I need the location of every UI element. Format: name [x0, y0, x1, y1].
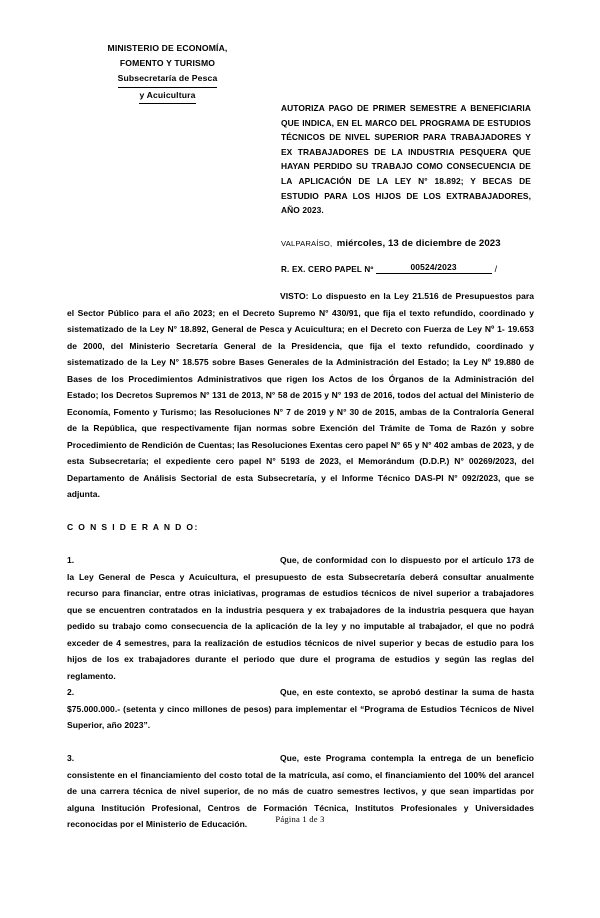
- letterhead-subsecretary-line2: y Acuicultura: [60, 88, 275, 104]
- place-date-line: [281, 233, 541, 251]
- letterhead-ministry-line2: FOMENTO Y TURISMO: [119, 58, 216, 69]
- considerando-item-text: Que, este Programa contempla la entrega de un beneficio consistente en el financiamiento del costo total de la matrícula, así como, el financiamiento del 100% del arancel de una carrera técnica de nivel superior, de no más de cuatro semestres lectivos, y que sean impartidas por alguna Institución Profesional, Centros de Formación Técnica, Institutos Profesionales y Universidades reconocidas por el Ministerio de Educación.: [67, 753, 534, 829]
- considerando-item-number: 3.: [67, 753, 75, 763]
- page-footer: Página 1 de 3: [275, 814, 325, 824]
- resolution-number-value: 00524/2023: [376, 262, 492, 274]
- considerando-item-text: Que, en este contexto, se aprobó destinar la suma de hasta $75.000.000.- (setenta y cinco millones de pesos) para implementar el “Programa de Estudios Técnicos de Nivel Superior, año 2023”.: [67, 687, 534, 730]
- body-spacer: [67, 503, 534, 520]
- considerando-heading: C O N S I D E R A N D O:: [67, 522, 199, 532]
- issue-city: VALPARAÍSO,: [281, 239, 333, 248]
- resolution-number-label: R. EX. CERO PAPEL Nº: [281, 265, 374, 274]
- document-subject-title: AUTORIZA PAGO DE PRIMER SEMESTRE A BENEFICIARIA QUE INDICA, EN EL MARCO DEL PROGRAMA DE ESTUDIOS TÉCNICOS DE NIVEL SUPERIOR PARA TRABAJADORES Y EX TRABAJADORES DE LA INDUSTRIA PESQUERA QUE HAYAN PERDIDO SU TRABAJO COMO CONSECUENCIA DE LA APLICACIÓN DE LA LEY N° 18.892; Y BECAS DE ESTUDIO PARA LOS HIJOS DE LOS EXTRABAJADORES, AÑO 2023.: [281, 103, 531, 216]
- considerando-item-text: Que, de conformidad con lo dispuesto por el artículo 173 de la Ley General de Pesca y Acuicultura, el presupuesto de esta Subsecretaría deberá consultar anualmente recurso para financiar, entre otras iniciativas, programas de estudios técnicos de nivel superior a trabajadores que se encuentren contratados en la industria pesquera y ex trabajadores de la industria pesquera que hayan pedido su trabajo como consecuencia de la aplicación de la ley y no imputable al trabajador, el que no podrá exceder de 4 semestres, para la realización de estudios técnicos de nivel superior y becas de estudio para los hijos de los ex trabajadores durante el periodo que dure el programa de estudios y según las reglas del reglamento.: [67, 555, 534, 681]
- body-spacer: [67, 734, 534, 751]
- body-spacer: [67, 536, 534, 553]
- letterhead-subsecretary-line1: Subsecretaría de Pesca: [60, 71, 275, 87]
- letterhead: [60, 41, 275, 104]
- document-body: [67, 288, 534, 833]
- considerando-item-number: 1.: [67, 555, 75, 565]
- considerando-item-number: 2.: [67, 687, 75, 697]
- letterhead-ministry-line1: MINISTERIO DE ECONOMÍA,: [107, 43, 228, 53]
- resolution-number-line: [281, 262, 541, 274]
- visto-paragraph: VISTO: Lo dispuesto en la Ley 21.516 de Presupuestos para el Sector Público para el año 2023; en el Decreto Supremo N° 430/91, que fija el texto refundido, coordinado y sistematizado de la Ley N° 18.892, General de Pesca y Acuicultura; en el Decreto con Fuerza de Ley Nº 1- 19.653 de 2000, del Ministerio Secretaría General de la Presidencia, que fija el texto refundido, coordinado y sistematizado de la Ley N° 18.575 sobre Bases Generales de la Administración del Estado; la Ley Nº 19.880 de Bases de los Procedimientos Administrativos que rigen los Actos de los Órganos de la Administración del Estado; los Decretos Supremos N° 131 de 2013, N° 58 de 2015 y N° 193 de 2016, todos del actual del Ministerio de Economía, Fomento y Turismo; las Resoluciones N° 7 de 2019 y N° 30 de 2015, ambas de la Contraloría General de la República, que respectivamente fijan normas sobre Exención del Trámite de Toma de Razón y sobre Procedimiento de Rendición de Cuentas; las Resoluciones Exentas cero papel N° 65 y N° 402 ambas de 2023, y de esta Subsecretaría; el expediente cero papel N° 5193 de 2023, el Memorándum (D.D.P.) N° 00269/2023, del Departamento de Análisis Sectorial de esta Subsecretaría, y el Informe Técnico DAS-PI N° 092/2023, que se adjunta.: [67, 291, 534, 499]
- considerando-item: [67, 684, 534, 734]
- considerando-item: [67, 552, 534, 684]
- resolution-number-slash: /: [494, 264, 498, 274]
- issue-date: miércoles, 13 de diciembre de 2023: [336, 238, 501, 249]
